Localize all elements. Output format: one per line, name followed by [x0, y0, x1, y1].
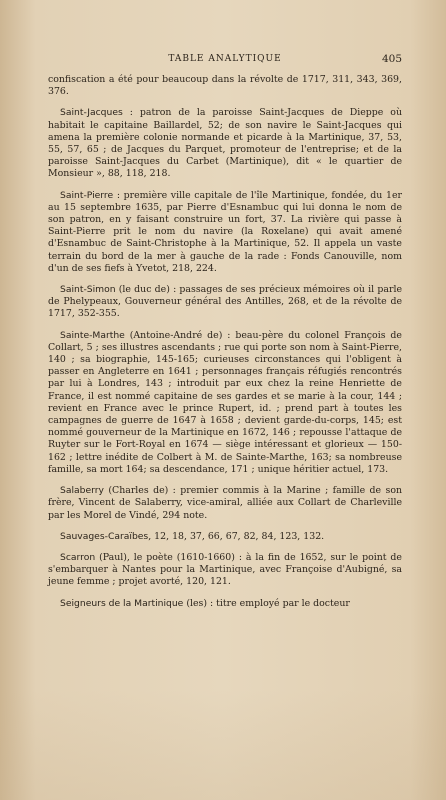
index-entry-saint-jacques: [48, 107, 402, 180]
entry-headword: Sauvages-Caraïbes: [60, 530, 149, 542]
entry-text: , 12, 18, 37, 66, 67, 82, 84, 123, 132.: [148, 530, 325, 542]
entry-headword: Scarron: [60, 551, 96, 563]
entry-text: : patron de la paroisse Saint-Jacques de Dieppe où habitait le capitaine Baillardel, 52; de son navire le Saint-Jacques qui amena la première colonie normande et picarde à la Martinique, 37, 53, 55, 57, 65 ; de Jacques du Parquet, promoteur de l'entreprise; et de la paroisse Saint-Jacques du Carbet (Martinique), dit « le quartier de Monsieur », 88, 118, 218.: [48, 107, 402, 180]
index-entry-sauvages-caraibes: [48, 531, 402, 543]
running-title: TABLE ANALYTIQUE: [168, 54, 282, 64]
index-entry-saint-simon: [48, 284, 402, 321]
index-body: [48, 74, 402, 619]
entry-text: confiscation a été pour beaucoup dans la révolte de 1717, 311, 343, 369, 376.: [48, 74, 402, 98]
entry-headword: Salaberry: [60, 485, 104, 497]
entry-headword: Saint-Jacques: [60, 107, 123, 119]
entry-text: (les) : titre employé par le docteur: [183, 597, 350, 609]
index-entry-saint-pierre: [48, 190, 402, 275]
entry-text: (Paul), le poète (1610-1660) : à la fin de 1652, sur le point de s'embarquer à Nantes pour la Martinique, avec Françoise d'Aubigné, sa jeune femme ; projet avorté, 120, 121.: [48, 551, 402, 588]
entry-text: (Charles de) : premier commis à la Marine ; famille de son frère, Vincent de Salaberry, vice-amiral, alliée aux Collart de Charleville par les Morel de Vindé, 294 note.: [48, 485, 402, 521]
index-entry-salaberry: [48, 485, 402, 522]
index-entry-sainte-marthe: [48, 330, 402, 476]
entry-headword: Seigneurs de la Martinique: [60, 597, 184, 609]
entry-text: (Antoine-André de) : beau-père du colonel François de Collart, 5 ; ses illustres ascendants ; rue qui porte son nom à Saint-Pierre, 140 ; sa biographie, 145-165; curieuses circonstances qui l'obligent à passer en Angleterre en 1641 ; personnages français réfugiés rencontrés par lui à Londres, 143 ; introduit par eux chez la reine Henriette de France, il est nommé capitaine de ses gardes et se marie à la cour, 144 ; revient en France avec le prince Rupert, id. ; prend part à toutes les campagnes de guerre de 1647 à 1658 ; devient garde-du-corps, 145; est nommé gouverneur de la Martinique en 1672, 146 ; repousse l'attaque de Ruyter sur le Fort-Royal en 1674 — siège intéressant et glorieux — 150-162 ; lettre inédite de Colbert à M. de Sainte-Marthe, 163; sa nombreuse famille, sa mort 164; sa descendance, 171 ; unique héritier actuel, 173.: [48, 329, 402, 475]
entry-text: (le duc de) : passages de ses précieux mémoires où il parle de Phelypeaux, Gouverneur général des Antilles, 268, et de la révolte de 1717, 352-355.: [48, 284, 402, 320]
index-entry-seigneurs: [48, 598, 402, 610]
entry-headword: Saint-Pierre: [60, 189, 114, 201]
paper-shading: [0, 690, 446, 800]
page-number: 405: [381, 53, 402, 65]
entry-headword: Saint-Simon: [60, 284, 116, 296]
entry-text: : première ville capitale de l'île Martinique, fondée, du 1er au 15 septembre 1635, par Pierre d'Esnambuc qui lui donna le nom de son patron, en y faisant construire un fort, 37. La rivière qui passe à Saint-Pierre prit le nom du navire (la Roxelane) qui avait amené d'Esnambuc de Saint-Christophe à la Martinique, 52. Il appela un vaste terrain du bord de la mer à gauche de la rade : Fonds Canouville, nom d'un de ses fiefs à Yvetot, 218, 224.: [48, 189, 402, 274]
entry-headword: Sainte-Marthe: [60, 329, 125, 341]
index-entry-continuation: [48, 74, 402, 98]
running-head: [48, 54, 402, 68]
index-entry-scarron: [48, 552, 402, 589]
